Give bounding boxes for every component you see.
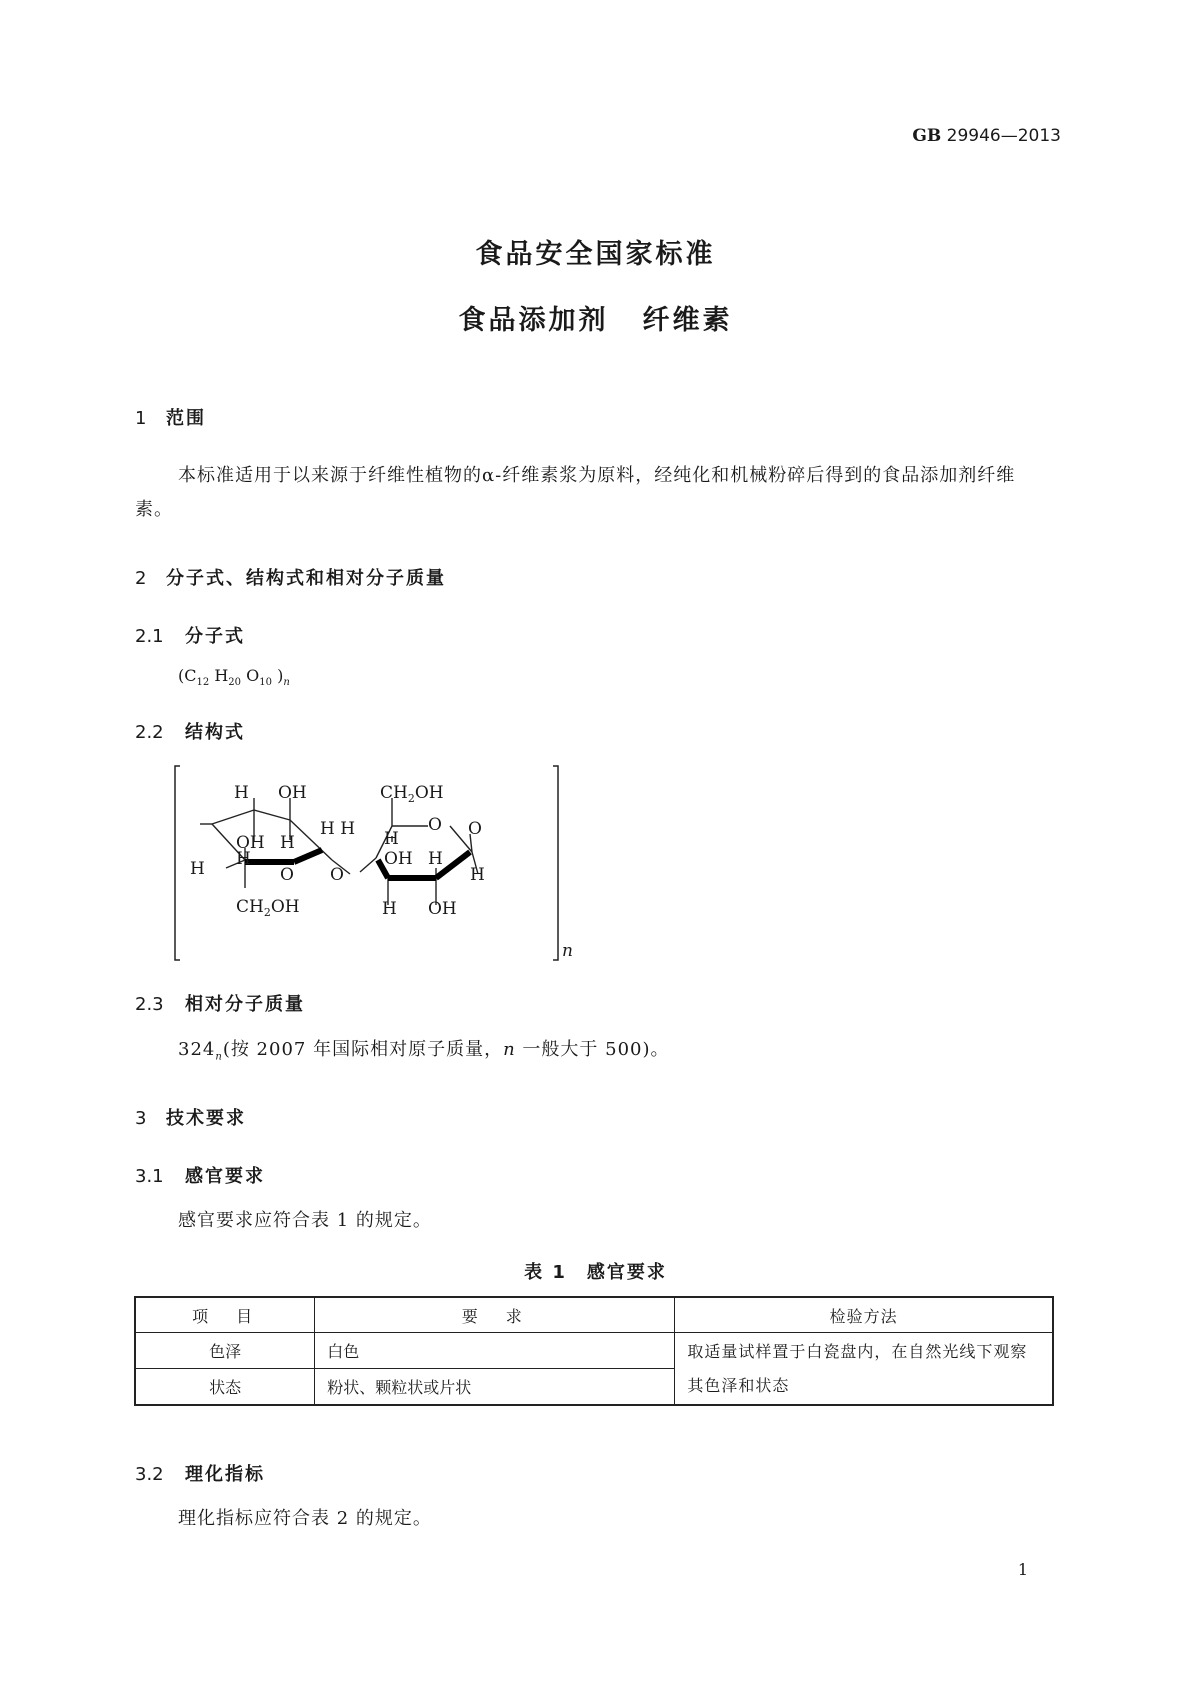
svg-text:OH: OH: [278, 783, 307, 803]
section-3-1-text: 感官要求应符合表 1 的规定。: [178, 1210, 432, 1231]
table-header-row: [135, 1297, 1053, 1333]
table-cell-item: 状态: [135, 1369, 315, 1406]
svg-text:H: H: [236, 849, 251, 869]
svg-text:H: H: [428, 849, 443, 869]
svg-text:H: H: [470, 865, 485, 885]
svg-text:H H: H H: [320, 819, 356, 839]
svg-text:O: O: [330, 865, 344, 885]
svg-text:H: H: [234, 783, 249, 803]
section-1-heading: 1 范围: [135, 408, 206, 429]
svg-text:OH: OH: [428, 899, 457, 919]
table-1: [134, 1296, 1054, 1406]
table-cell-item: 色泽: [135, 1333, 315, 1369]
standard-code: [912, 126, 1061, 146]
svg-text:O: O: [428, 815, 442, 835]
svg-text:H: H: [382, 899, 397, 919]
section-3-1-heading: 3.1 感官要求: [135, 1166, 265, 1187]
svg-text:CH2OH: $CH_2OH$: [380, 783, 444, 805]
table-cell-method: 取适量试样置于白瓷盘内，在自然光线下观察其色泽和状态: [675, 1333, 1053, 1406]
subtitle-part-b: 纤维素: [642, 305, 733, 336]
table-cell-requirement: 粉状、颗粒状或片状: [315, 1369, 675, 1406]
left-ring: [200, 798, 350, 888]
brackets: [175, 766, 558, 960]
svg-text:CH2OH: $CH_2OH$: [236, 897, 300, 919]
svg-text:O: O: [468, 819, 482, 839]
svg-text:O: O: [280, 865, 294, 885]
page-number: 1: [1017, 1560, 1028, 1579]
molar-mass-text: $324_n$(按 2007 年国际相对原子质量，n 一般大于 500)。: [178, 1039, 670, 1063]
section-2-2-heading: 2.2 结构式: [135, 722, 245, 743]
svg-text:H: H: [190, 859, 205, 879]
section-2-3-heading: 2.3 相对分子质量: [135, 994, 305, 1015]
table-header-requirement: 要 求: [315, 1297, 675, 1333]
section-3-2-heading: 3.2 理化指标: [135, 1464, 265, 1485]
table-row: [135, 1333, 1053, 1369]
table-header-method: 检验方法: [675, 1297, 1053, 1333]
section-3-2-text: 理化指标应符合表 2 的规定。: [178, 1508, 432, 1529]
svg-text:OH: OH: [384, 849, 413, 869]
molecular-formula: ($C_{12}$ $H_{20}$ $O_{10}$ )$_n$: [178, 666, 290, 689]
section-3-heading: 3 技术要求: [135, 1108, 246, 1129]
subtitle-part-a: 食品添加剂: [458, 305, 609, 336]
table-1-caption: 表 1 感官要求: [524, 1262, 667, 1283]
section-2-heading: 2 分子式、结构式和相对分子质量: [135, 568, 446, 589]
standard-prefix: GB: [912, 126, 942, 146]
svg-text:H: H: [384, 829, 399, 849]
right-ring: [360, 798, 478, 905]
section-2-1-heading: 2.1 分子式: [135, 626, 245, 647]
table-header-item: 项 目: [135, 1297, 315, 1333]
section-1-text: 本标准适用于以来源于纤维性植物的α-纤维素浆为原料，经纯化和机械粉碎后得到的食品添加剂纤维素。: [135, 465, 1016, 520]
document-title: 食品安全国家标准: [475, 239, 716, 270]
document-subtitle: [0, 298, 1191, 337]
table-cell-requirement: 白色: [315, 1333, 675, 1369]
structural-formula: [170, 760, 590, 970]
svg-text:H: H: [280, 833, 295, 853]
svg-text:OH: OH: [236, 833, 265, 853]
svg-text:n: n: [562, 941, 573, 961]
standard-number: 29946—2013: [946, 126, 1061, 146]
